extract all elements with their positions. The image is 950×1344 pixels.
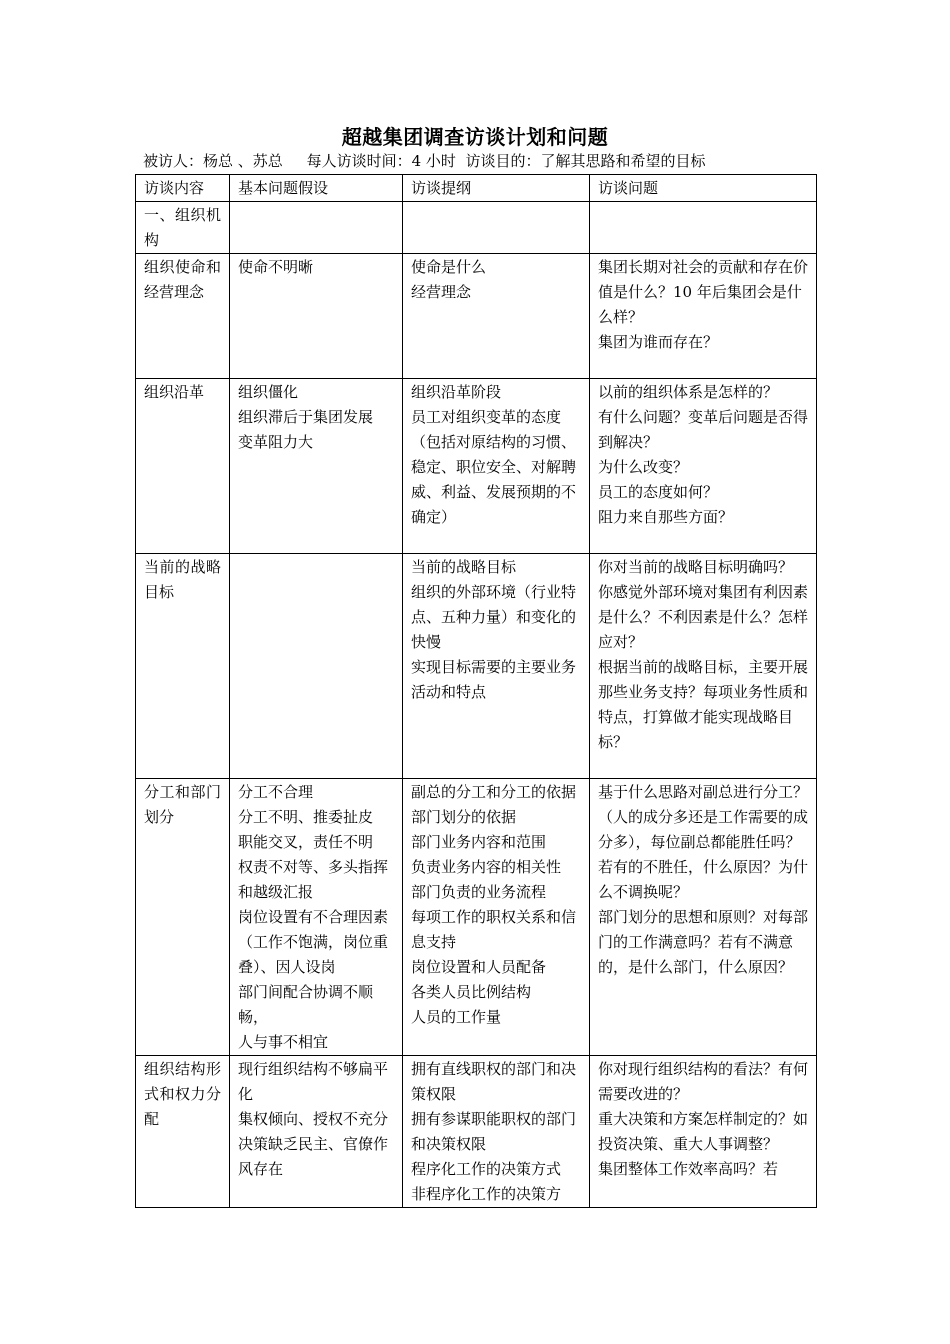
- cell-topic: [136, 1056, 230, 1208]
- cell-text: 现行组织结构不够扁平化: [238, 1060, 389, 1103]
- cell-outline: [403, 202, 590, 254]
- cell-text: 负责业务内容的相关性: [411, 858, 562, 876]
- table-row: [136, 254, 817, 379]
- cell-text: 组织沿革阶段: [411, 383, 502, 401]
- cell-text: 副总的分工和分工的依据: [411, 783, 577, 801]
- interview-info: 被访人：杨总 、苏总 每人访谈时间：4 小时 访谈目的：了解其思路和希望的目标: [143, 152, 706, 170]
- cell-text: 实现目标需要的主要业务活动和特点: [411, 658, 577, 701]
- cell-text: 组织结构形式和权力分配: [144, 1060, 221, 1128]
- header-topic: 访谈内容: [136, 175, 230, 202]
- cell-text: 岗位设置和人员配备: [411, 958, 547, 976]
- cell-topic: [136, 254, 230, 379]
- cell-topic: [136, 779, 230, 1056]
- cell-outline: [403, 254, 590, 379]
- table-row: [136, 379, 817, 554]
- cell-text: 职能交叉，责任不明: [238, 833, 374, 851]
- cell-outline: [403, 554, 590, 779]
- cell-text: 程序化工作的决策方式: [411, 1160, 562, 1178]
- cell-text: 集权倾向、授权不充分: [238, 1110, 389, 1128]
- table-row: [136, 554, 817, 779]
- cell-outline: [403, 779, 590, 1056]
- cell-text: 集团长期对社会的贡献和存在价值是什么？10 年后集团会是什么样？: [598, 258, 809, 326]
- cell-text: 岗位设置有不合理因素（工作不饱满，岗位重叠）、因人设岗: [238, 908, 389, 976]
- cell-text: 部门划分的依据: [411, 808, 517, 826]
- cell-text: 决策缺乏民主、官僚作风存在: [238, 1135, 389, 1178]
- cell-text: 权责不对等、多头指挥和越级汇报: [238, 858, 389, 901]
- table-row: [136, 779, 817, 1056]
- interview-table: [135, 174, 817, 1208]
- cell-questions: [590, 1056, 817, 1208]
- cell-text: 部门负责的业务流程: [411, 883, 547, 901]
- cell-text: 部门业务内容和范围: [411, 833, 547, 851]
- cell-text: 你对现行组织结构的看法？有何需要改进的？: [598, 1060, 809, 1103]
- cell-text: 拥有直线职权的部门和决策权限: [411, 1060, 577, 1103]
- cell-text: 阻力来自那些方面？: [598, 508, 734, 526]
- cell-text: 部门划分的思想和原则？对每部门的工作满意吗？若有不满意的，是什么部门，什么原因？: [598, 908, 809, 976]
- cell-text: 你感觉外部环境对集团有利因素是什么？不利因素是什么？怎样应对？: [598, 583, 809, 651]
- cell-text: 组织的外部环境（行业特点、五种力量）和变化的快慢: [411, 583, 577, 651]
- cell-text: 员工对组织变革的态度（包括对原结构的习惯、稳定、职位安全、对解聘威、利益、发展预期的不确定）: [411, 408, 577, 526]
- cell-text: 重大决策和方案怎样制定的？如投资决策、重大人事调整？: [598, 1110, 809, 1153]
- cell-hypothesis: [230, 254, 403, 379]
- cell-hypothesis: [230, 1056, 403, 1208]
- cell-outline: [403, 379, 590, 554]
- cell-text: 拥有参谋职能职权的部门和决策权限: [411, 1110, 577, 1153]
- page-title: 超越集团调查访谈计划和问题: [341, 125, 609, 149]
- cell-questions: [590, 779, 817, 1056]
- header-questions: 访谈问题: [590, 175, 817, 202]
- cell-text: 组织使命和经营理念: [144, 258, 221, 301]
- cell-text: 一、组织机构: [144, 206, 221, 249]
- cell-text: 基于什么思路对副总进行分工？（人的成分多还是工作需要的成分多），每位副总都能胜任吗？若有的不胜任，什么原因？为什么不调换呢？: [598, 783, 809, 901]
- cell-topic: [136, 554, 230, 779]
- cell-text: 各类人员比例结构: [411, 983, 532, 1001]
- cell-questions: [590, 379, 817, 554]
- cell-text: 根据当前的战略目标，主要开展那些业务支持？每项业务性质和特点，打算做才能实现战略目标？: [598, 658, 809, 751]
- cell-hypothesis: [230, 554, 403, 779]
- cell-text: 部门间配合协调不顺畅，: [238, 983, 374, 1026]
- cell-text: 使命不明晰: [238, 258, 314, 276]
- cell-text: 使命是什么: [411, 258, 487, 276]
- cell-text: 当前的战略目标: [144, 558, 221, 601]
- cell-topic: [136, 202, 230, 254]
- cell-questions: [590, 202, 817, 254]
- cell-text: 组织沿革: [144, 383, 205, 401]
- cell-text: 分工和部门划分: [144, 783, 221, 826]
- cell-hypothesis: [230, 379, 403, 554]
- cell-text: 分工不合理: [238, 783, 314, 801]
- cell-text: 集团整体工作效率高吗？若: [598, 1160, 779, 1178]
- cell-text: 组织滞后于集团发展: [238, 408, 374, 426]
- cell-text: 员工的态度如何？: [598, 483, 719, 501]
- cell-text: 有什么问题？变革后问题是否得到解决？: [598, 408, 809, 451]
- cell-questions: [590, 254, 817, 379]
- cell-hypothesis: [230, 202, 403, 254]
- cell-text: 每项工作的职权关系和信息支持: [411, 908, 577, 951]
- cell-text: 集团为谁而存在？: [598, 333, 719, 351]
- table-row: [136, 202, 817, 254]
- table-row: [136, 1056, 817, 1208]
- cell-text: 变革阻力大: [238, 433, 314, 451]
- cell-hypothesis: [230, 779, 403, 1056]
- table-header-row: [136, 175, 817, 202]
- cell-text: 为什么改变？: [598, 458, 689, 476]
- cell-text: 经营理念: [411, 283, 472, 301]
- header-hypothesis: 基本问题假设: [230, 175, 403, 202]
- cell-text: 以前的组织体系是怎样的？: [598, 383, 779, 401]
- cell-text: 非程序化工作的决策方: [411, 1185, 562, 1203]
- cell-text: 当前的战略目标: [411, 558, 517, 576]
- cell-text: 你对当前的战略目标明确吗？: [598, 558, 794, 576]
- cell-text: 分工不明、推委扯皮: [238, 808, 374, 826]
- cell-text: 组织僵化: [238, 383, 299, 401]
- cell-topic: [136, 379, 230, 554]
- cell-outline: [403, 1056, 590, 1208]
- header-outline: 访谈提纲: [403, 175, 590, 202]
- cell-text: 人与事不相宜: [238, 1033, 329, 1051]
- cell-questions: [590, 554, 817, 779]
- cell-text: 人员的工作量: [411, 1008, 502, 1026]
